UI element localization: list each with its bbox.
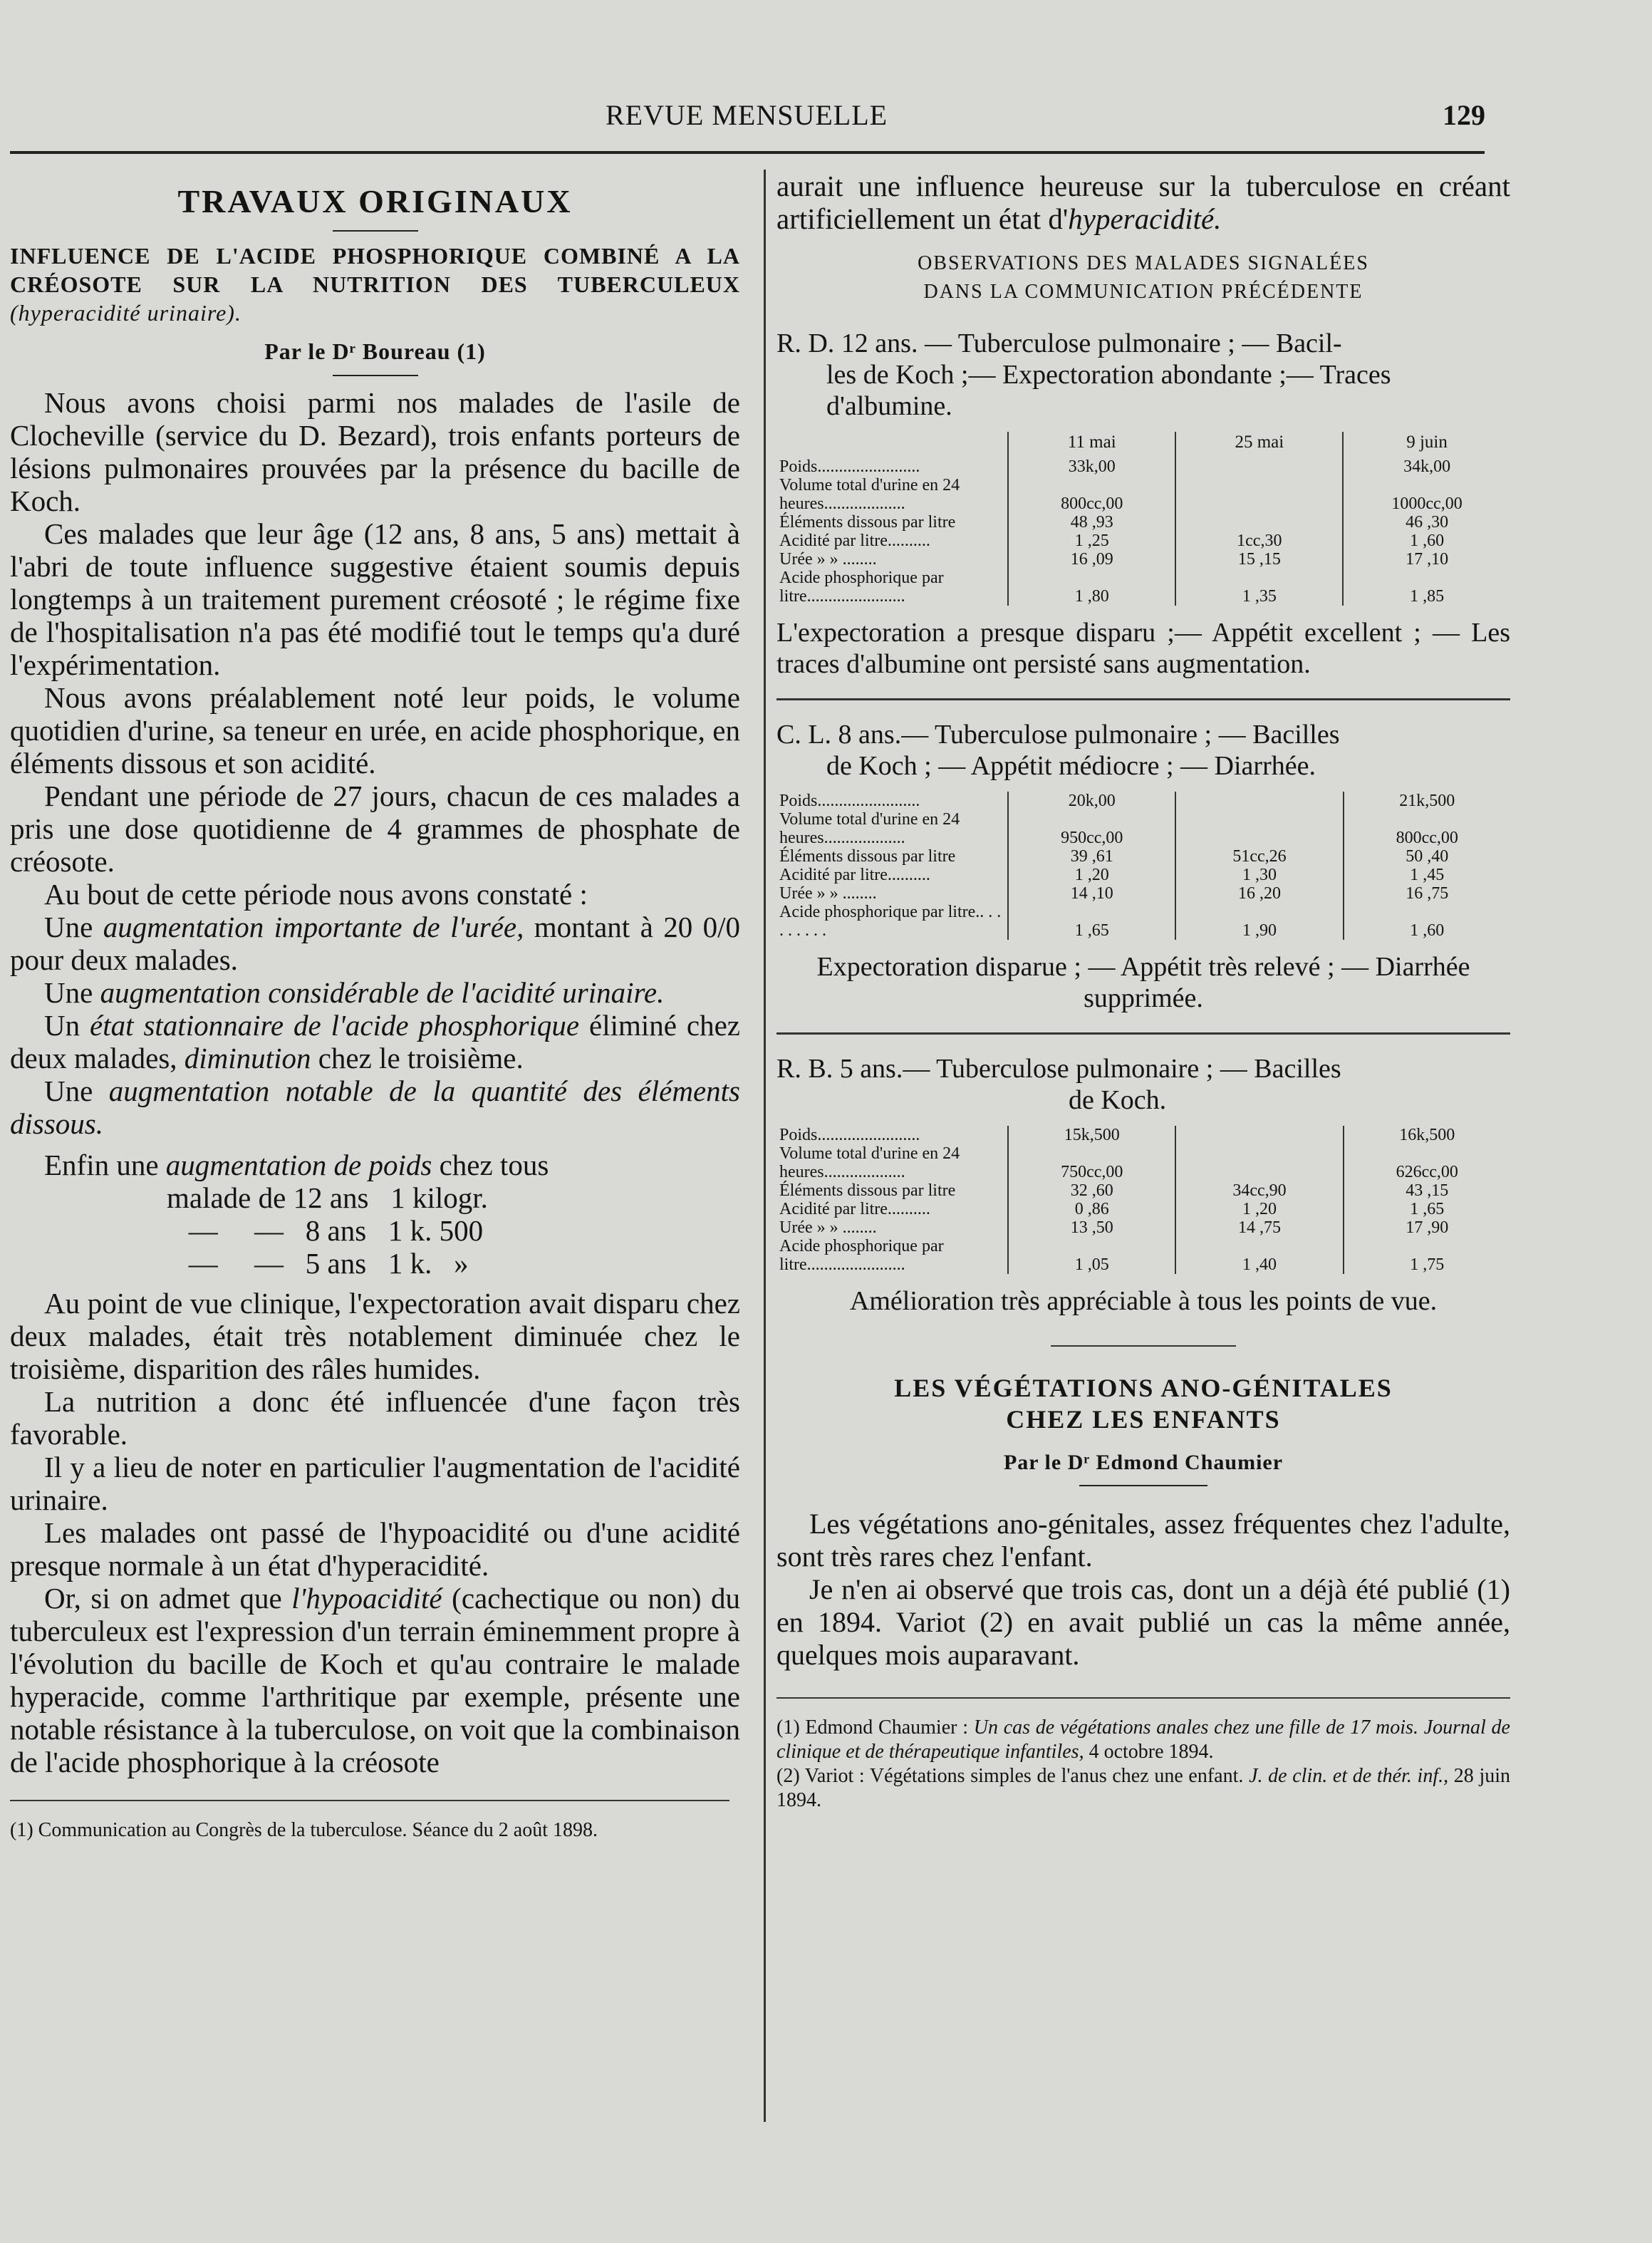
column-divider — [764, 170, 766, 2122]
cell: 16 ,20 — [1175, 884, 1343, 903]
text: Une — [44, 1074, 109, 1107]
row-label: Éléments dissous par litre — [776, 513, 1008, 532]
cell: 1 ,80 — [1008, 569, 1175, 606]
weight-line: malade de 12 ans 1 kilogr. — [167, 1181, 488, 1214]
text: Un — [44, 1009, 90, 1042]
paragraph — [10, 911, 740, 976]
emphasis: J. de clin. et de thér. inf., — [1249, 1765, 1449, 1787]
header-rule — [10, 151, 1485, 154]
cell: 1 ,25 — [1008, 532, 1175, 550]
weight-line: — — 5 ans 1 k. » — [167, 1247, 469, 1280]
cell: 1 ,20 — [1008, 866, 1175, 884]
observation-table — [776, 1126, 1510, 1274]
cell: 32 ,60 — [1008, 1181, 1175, 1200]
text: 4 octobre 1894. — [1084, 1741, 1214, 1763]
case-remark: Expectoration disparue ; — Appétit très relevé ; — Diarrhée supprimée. — [816, 952, 1470, 1013]
paragraph: Je n'en ai observé que trois cas, dont un a déjà été publié (1) en 1894. Variot (2) en avait publié un cas la même année, quelques mois auparavant. — [776, 1573, 1510, 1671]
cell: 15 ,15 — [1175, 550, 1343, 569]
article2-body — [776, 1508, 1510, 1672]
byline-rule — [1079, 1485, 1207, 1486]
cell: 50 ,40 — [1406, 847, 1449, 866]
text: Une — [44, 911, 103, 943]
article-subtitle: (hyperacidité urinaire). — [10, 300, 241, 326]
cell: 39 ,61 — [1008, 847, 1175, 866]
cell: 16k,500 — [1399, 1126, 1455, 1144]
cell: 1 ,35 — [1175, 569, 1343, 606]
article-body-continued — [10, 1287, 740, 1778]
section-title: TRAVAUX ORIGINAUX — [177, 183, 573, 219]
row-label: Urée » » ........ — [776, 1218, 1008, 1237]
article2-byline: Par le Dʳ Edmond Chaumier — [1003, 1451, 1284, 1474]
cell: 1 ,20 — [1175, 1200, 1343, 1218]
page-number: 129 — [1443, 99, 1485, 131]
text: Une — [44, 976, 100, 1009]
cell: 1 ,30 — [1175, 866, 1343, 884]
article2-title — [776, 1372, 1510, 1435]
footnote — [776, 1716, 1510, 1764]
running-head — [0, 93, 1652, 135]
case-heading-line: de Koch ; — Appétit médiocre ; — Diarrhée. — [826, 751, 1316, 781]
table-row — [776, 1218, 1510, 1237]
cell: 13 ,50 — [1008, 1218, 1175, 1237]
cell: 1 ,60 — [1410, 532, 1445, 550]
paragraph: Il y a lieu de noter en particulier l'augmentation de l'acidité urinaire. — [10, 1451, 740, 1516]
row-label: Volume total d'urine en 24 heures................... — [776, 810, 1008, 847]
text: Or, si on admet que — [44, 1582, 292, 1615]
cell: 14 ,10 — [1008, 884, 1175, 903]
cell — [1175, 457, 1343, 476]
column-header: 11 mai — [1008, 432, 1175, 457]
row-label: Volume total d'urine en 24 heures................... — [776, 1144, 1008, 1181]
table-row — [776, 476, 1510, 513]
footnote-rule — [10, 1800, 729, 1801]
emphasis: l'hypoacidité — [291, 1582, 442, 1615]
row-label: Éléments dissous par litre — [776, 847, 1008, 866]
row-label: Volume total d'urine en 24 heures................... — [776, 476, 1008, 513]
emphasis: état stationnaire de l'acide phosphorique — [90, 1009, 580, 1042]
text: (2) Variot : Végétations simples de l'anus chez une enfant. — [776, 1765, 1250, 1787]
table-row — [776, 550, 1510, 569]
paragraph: Nous avons choisi parmi nos malades de l'asile de Clocheville (service du D. Bezard), trois enfants porteurs de lésions pulmonaires prouvées par la présence du bacille de Koch. — [10, 386, 740, 517]
emphasis: augmentation de poids — [165, 1149, 432, 1181]
paragraph: Au bout de cette période nous avons constaté : — [44, 878, 588, 911]
cell — [1175, 1144, 1343, 1181]
paragraph — [10, 1582, 740, 1778]
cell: 1 ,65 — [1410, 1200, 1445, 1218]
cell: 20k,00 — [1008, 792, 1175, 810]
observation-table — [776, 792, 1510, 940]
emphasis: augmentation considérable de l'acidité urinaire. — [100, 976, 665, 1009]
article2-title-line: CHEZ LES ENFANTS — [1006, 1405, 1281, 1434]
case-heading-line: les de Koch ;— Expectoration abondante ;— Traces d'albumine. — [826, 360, 1391, 421]
cell: 800cc,00 — [1008, 476, 1175, 513]
table-row — [776, 1126, 1510, 1144]
table-row — [776, 792, 1510, 810]
cell: 17 ,10 — [1406, 550, 1449, 569]
observation-table — [776, 432, 1510, 606]
cell: 33k,00 — [1008, 457, 1175, 476]
right-column — [776, 170, 1510, 1813]
article2-title-line: LES VÉGÉTATIONS ANO-GÉNITALES — [894, 1374, 1393, 1402]
cell: 950cc,00 — [1008, 810, 1175, 847]
cell: 750cc,00 — [1008, 1144, 1175, 1181]
cell: 16 ,09 — [1008, 550, 1175, 569]
text: éliminé chez deux malades, — [10, 1009, 741, 1074]
emphasis: augmentation importante de l'urée, — [103, 911, 524, 943]
case-remark: Amélioration très appréciable à tous les points de vue. — [849, 1286, 1438, 1316]
cell: 51cc,26 — [1175, 847, 1343, 866]
cell — [1175, 810, 1343, 847]
paragraph — [776, 170, 1510, 235]
case-heading — [776, 1053, 1510, 1116]
case-heading — [776, 719, 1510, 782]
cell: 800cc,00 — [1396, 829, 1458, 847]
article-separator — [1051, 1345, 1236, 1347]
article-title — [10, 242, 740, 327]
text: montant à 20 0/0 pour deux malades. — [10, 911, 741, 976]
paragraph: Pendant une période de 27 jours, chacun de ces malades a pris une dose quotidienne de 4 grammes de phosphate de créosote. — [10, 779, 740, 878]
cell: 1 ,75 — [1410, 1255, 1445, 1274]
table-row — [776, 1181, 1510, 1200]
table-row — [776, 847, 1510, 866]
cell: 17 ,90 — [1406, 1218, 1449, 1237]
row-label: Acidité par litre.......... — [776, 1200, 1008, 1218]
cell: 34cc,90 — [1175, 1181, 1343, 1200]
cell: 1 ,05 — [1008, 1237, 1175, 1274]
case-remark: L'expectoration a presque disparu ;— Appétit excellent ; — Les traces d'albumine ont persisté sans augmentation. — [776, 618, 1510, 679]
footnote-rule — [776, 1697, 1510, 1699]
case-heading-line: C. L. 8 ans.— Tuberculose pulmonaire ; — Bacilles — [776, 720, 1340, 750]
text: aurait une influence heureuse sur la tuberculose en créant artificiellement un état d' — [776, 170, 1510, 235]
paragraph: La nutrition a donc été influencée d'une façon très favorable. — [10, 1385, 740, 1451]
table-row — [776, 903, 1510, 940]
case-heading-line: R. D. 12 ans. — Tuberculose pulmonaire ; — Bacil- — [776, 328, 1342, 358]
cell: 1 ,65 — [1008, 903, 1175, 940]
row-label: Urée » » ........ — [776, 550, 1008, 569]
emphasis: diminution — [184, 1042, 311, 1074]
row-label: Poids........................ — [776, 457, 1008, 476]
row-label: Acidité par litre.......... — [776, 866, 1008, 884]
cell: 1 ,90 — [1175, 903, 1343, 940]
case-separator — [776, 698, 1510, 700]
case-heading-line: R. B. 5 ans.— Tuberculose pulmonaire ; — Bacilles — [776, 1054, 1341, 1084]
paragraph: Les végétations ano-génitales, assez fréquentes chez l'adulte, sont très rares chez l'enfant. — [776, 1508, 1510, 1573]
row-label: Acide phosphorique par litre....................... — [776, 569, 1008, 606]
table-row — [776, 810, 1510, 847]
text: Enfin une — [44, 1149, 166, 1181]
weight-line: — — 8 ans 1 k. 500 — [167, 1214, 484, 1247]
table-row — [776, 569, 1510, 606]
running-title: REVUE MENSUELLE — [606, 99, 888, 131]
table-row — [776, 532, 1510, 550]
cell: 1000cc,00 — [1391, 494, 1463, 513]
row-label: Acide phosphorique par litre.. . . . . . . . . — [776, 903, 1008, 940]
table-row — [776, 513, 1510, 532]
article-title-text: INFLUENCE DE L'ACIDE PHOSPHORIQUE COMBINÉ A LA CRÉOSOTE SUR LA NUTRITION DES TUBERCULEUX — [10, 243, 740, 297]
case-separator — [776, 1032, 1510, 1035]
cell: 1 ,85 — [1410, 587, 1445, 606]
cell: 14 ,75 — [1175, 1218, 1343, 1237]
row-label: Acide phosphorique par litre....................... — [776, 1237, 1008, 1274]
table-row — [776, 1144, 1510, 1181]
column-header: 25 mai — [1175, 432, 1343, 457]
section-rule — [333, 230, 418, 232]
cell: 626cc,00 — [1396, 1163, 1458, 1181]
emphasis: augmentation notable de la quantité des éléments dissous. — [10, 1074, 740, 1140]
observations-heading — [776, 249, 1510, 306]
emphasis: Un cas de végétations anales chez une fille de 17 mois. Journal de clinique et de thérapeutique infantiles, — [776, 1716, 1510, 1763]
paragraph — [10, 1009, 740, 1074]
row-label: Urée » » ........ — [776, 884, 1008, 903]
row-label: Poids........................ — [776, 1126, 1008, 1144]
cell: 34k,00 — [1403, 457, 1451, 476]
table-row — [776, 1237, 1510, 1274]
observations-heading-line: OBSERVATIONS DES MALADES SIGNALÉES — [918, 252, 1369, 274]
paragraph — [10, 976, 740, 1009]
table-row — [776, 457, 1510, 476]
footnote — [776, 1764, 1510, 1813]
paragraph: Ces malades que leur âge (12 ans, 8 ans, 5 ans) mettait à l'abri de toute influence suggestive étaient soumis depuis longtemps à un traitement purement créosoté ; le régime fixe de l'hospitalisation n'a pas été modifié tout le temps qu'a duré l'expérimentation. — [10, 517, 740, 681]
article-body — [10, 386, 740, 1181]
table-header-row — [776, 432, 1510, 457]
cell: 0 ,86 — [1008, 1200, 1175, 1218]
cell: 43 ,15 — [1406, 1181, 1449, 1200]
column-header: 9 juin — [1406, 432, 1448, 452]
cell: 15k,500 — [1008, 1126, 1175, 1144]
text: chez le troisième. — [311, 1042, 524, 1074]
cell: 16 ,75 — [1406, 884, 1449, 903]
continuation — [776, 170, 1510, 235]
cell — [1175, 1126, 1343, 1144]
row-label: Acidité par litre.......... — [776, 532, 1008, 550]
emphasis: hyperacidité. — [1068, 202, 1222, 235]
cell: 48 ,93 — [1008, 513, 1175, 532]
cell: 1 ,40 — [1175, 1237, 1343, 1274]
row-label: Poids........................ — [776, 792, 1008, 810]
left-column — [10, 170, 740, 1843]
article-byline: Par le Dʳ Boureau (1) — [264, 338, 486, 364]
row-label: Éléments dissous par litre — [776, 1181, 1008, 1200]
case-heading — [776, 328, 1510, 422]
cell: 1cc,30 — [1175, 532, 1343, 550]
paragraph — [10, 1149, 740, 1181]
cell: 46 ,30 — [1406, 513, 1449, 532]
cell: 1 ,60 — [1410, 921, 1445, 940]
cell: 21k,500 — [1399, 792, 1455, 810]
table-row — [776, 884, 1510, 903]
paragraph: Les malades ont passé de l'hypoacidité ou d'une acidité presque normale à un état d'hyperacidité. — [10, 1516, 740, 1582]
text: (1) Edmond Chaumier : — [776, 1716, 974, 1739]
cell — [1175, 792, 1343, 810]
observations-heading-line: DANS LA COMMUNICATION PRÉCÉDENTE — [923, 281, 1363, 303]
paragraph — [10, 1074, 740, 1140]
text: chez tous — [432, 1149, 549, 1181]
cell — [1175, 476, 1343, 513]
table-row — [776, 1200, 1510, 1218]
text: 28 juin 1894. — [776, 1765, 1511, 1811]
column-header — [776, 432, 1008, 457]
byline-rule — [333, 375, 418, 376]
text: (cachectique ou non) du tuberculeux est l'expression d'un terrain éminemment propre à l'évolution du bacille de Koch et qu'au contraire le malade hyperacide, comme l'arthritique par exemple, présente une notable résistance à la tuberculose, on voit que la combinaison de l'acide phosphorique à la créosote — [10, 1582, 740, 1778]
footnote: (1) Communication au Congrès de la tuberculose. Séance du 2 août 1898. — [10, 1819, 598, 1841]
paragraph: Nous avons préalablement noté leur poids, le volume quotidien d'urine, sa teneur en urée, en acide phosphorique, en éléments dissous et son acidité. — [10, 681, 740, 779]
case-heading-line: de Koch. — [1069, 1085, 1167, 1115]
cell: 1 ,45 — [1410, 866, 1445, 884]
cell — [1175, 513, 1343, 532]
weight-gain-list — [167, 1181, 740, 1280]
paragraph: Au point de vue clinique, l'expectoration avait disparu chez deux malades, était très notablement diminuée chez le troisième, disparition des râles humides. — [10, 1287, 740, 1385]
table-row — [776, 866, 1510, 884]
